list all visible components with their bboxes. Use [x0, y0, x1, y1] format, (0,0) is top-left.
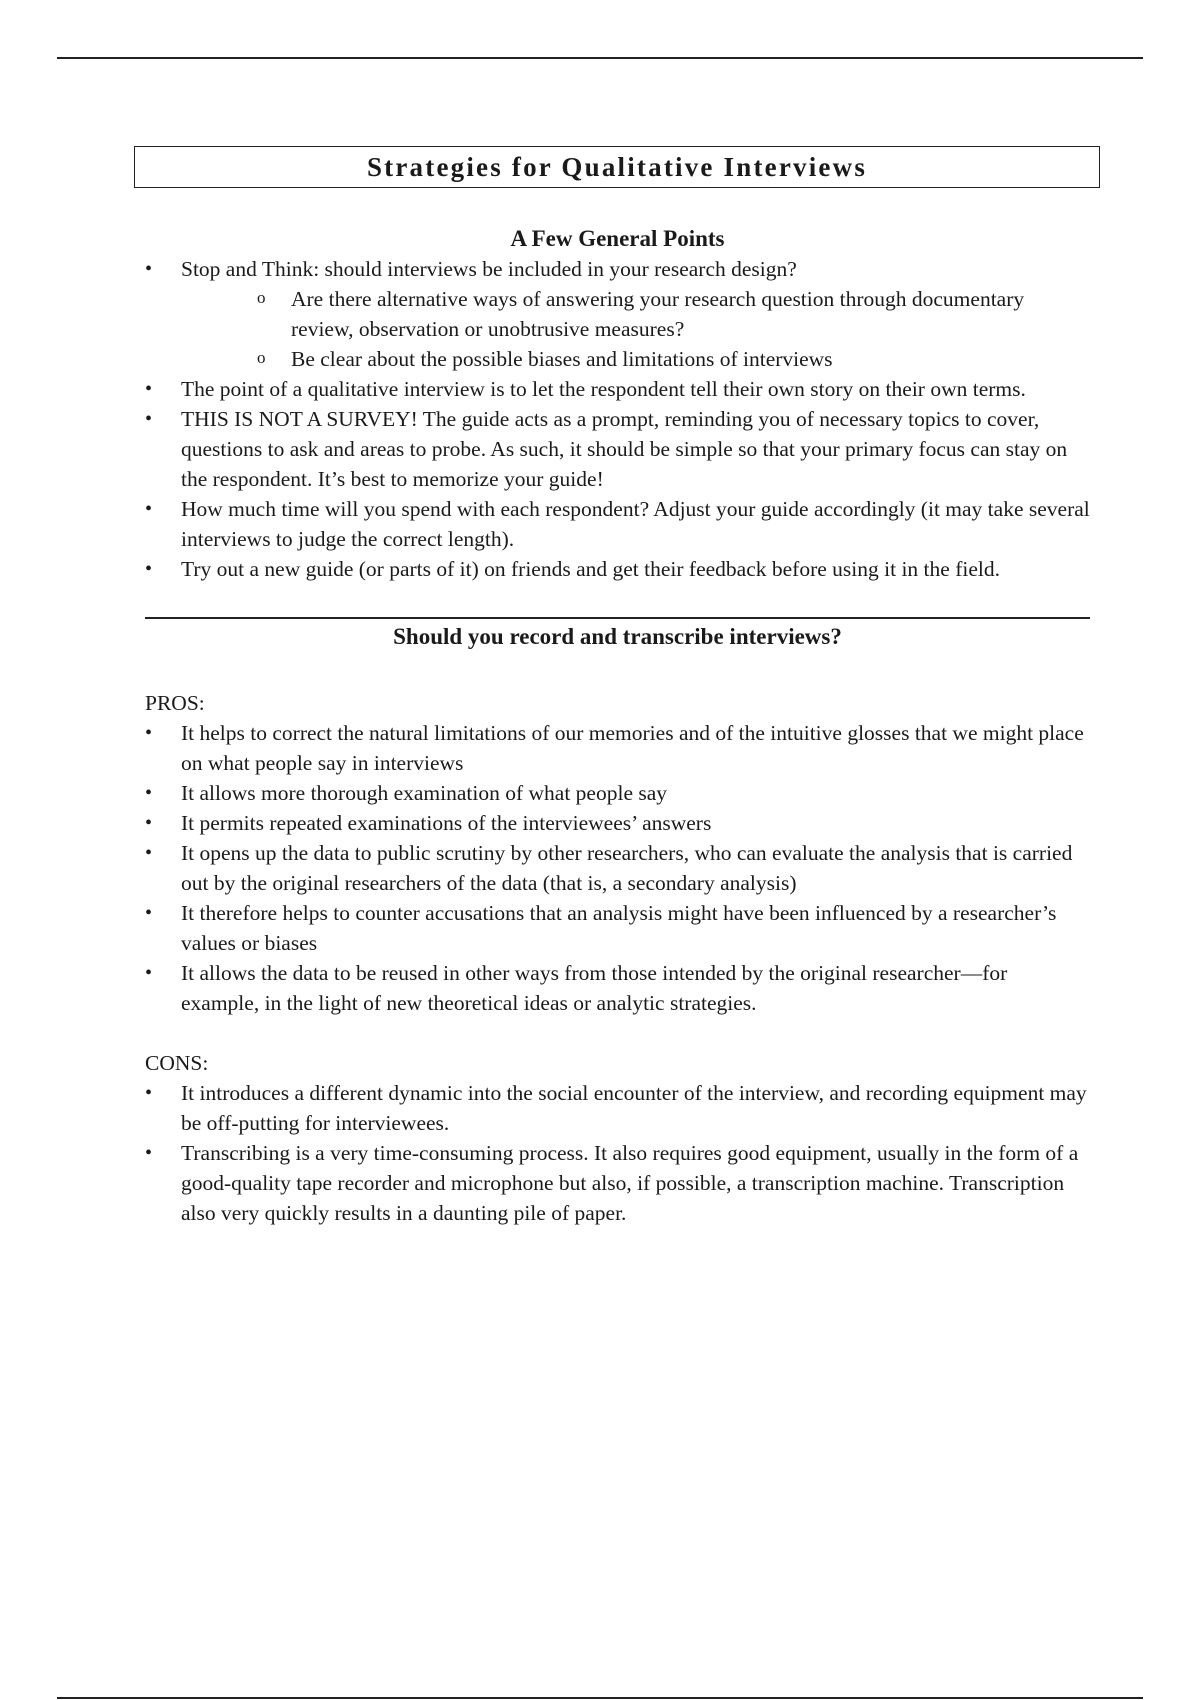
- list-item: • It opens up the data to public scrutiny by other researchers, who can evaluate the analysis that is carried out by the original researchers of the data (that is, a secondary analysis): [145, 838, 1090, 898]
- list-item: • It therefore helps to counter accusations that an analysis might have been influenced by a researcher’s values or biases: [145, 898, 1090, 958]
- pros-list: [145, 718, 1090, 1018]
- record-heading: Should you record and transcribe interviews?: [393, 624, 842, 649]
- cons-label: CONS:: [145, 1051, 209, 1075]
- list-item: • Try out a new guide (or parts of it) on friends and get their feedback before using it in the field.: [145, 554, 1090, 584]
- sub-list-item: o Be clear about the possible biases and limitations of interviews: [181, 344, 1090, 374]
- cons-list: [145, 1078, 1090, 1228]
- sub-list-item: o Are there alternative ways of answering your research question through documentary review, observation or unobtrusive measures?: [181, 284, 1090, 344]
- list-item: • It allows the data to be reused in other ways from those intended by the original researcher—for example, in the light of new theoretical ideas or analytic strategies.: [145, 958, 1090, 1018]
- list-item: • It introduces a different dynamic into the social encounter of the interview, and recording equipment may be off-putting for interviewees.: [145, 1078, 1090, 1138]
- general-points-heading: A Few General Points: [510, 226, 725, 251]
- list-item: • It helps to correct the natural limitations of our memories and of the intuitive glosses that we might place on what people say in interviews: [145, 718, 1090, 778]
- section-divider: [145, 617, 1090, 619]
- list-item: [145, 254, 1090, 374]
- document-title: Strategies for Qualitative Interviews: [134, 146, 1100, 188]
- list-item: • It permits repeated examinations of the interviewees’ answers: [145, 808, 1090, 838]
- list-item: • THIS IS NOT A SURVEY! The guide acts as a prompt, reminding you of necessary topics to cover, questions to ask and areas to probe. As such, it should be simple so that your primary focus can stay on the respondent. It’s best to memorize your guide!: [145, 404, 1090, 494]
- document-body: [145, 224, 1090, 1228]
- sub-list: [181, 284, 1090, 374]
- list-item: • The point of a qualitative interview is to let the respondent tell their own story on their own terms.: [145, 374, 1090, 404]
- general-points-list: [145, 254, 1090, 584]
- pros-label: PROS:: [145, 691, 205, 715]
- list-item: • It allows more thorough examination of what people say: [145, 778, 1090, 808]
- list-item: • Transcribing is a very time-consuming process. It also requires good equipment, usually in the form of a good-quality tape recorder and microphone but also, if possible, a transcription machine. Transcription also very quickly results in a daunting pile of paper.: [145, 1138, 1090, 1228]
- page-top-rule: [57, 57, 1143, 59]
- general-point-1: Stop and Think: should interviews be included in your research design?: [181, 257, 797, 281]
- page-bottom-rule: [57, 1697, 1143, 1699]
- list-item: • How much time will you spend with each respondent? Adjust your guide accordingly (it may take several interviews to judge the correct length).: [145, 494, 1090, 554]
